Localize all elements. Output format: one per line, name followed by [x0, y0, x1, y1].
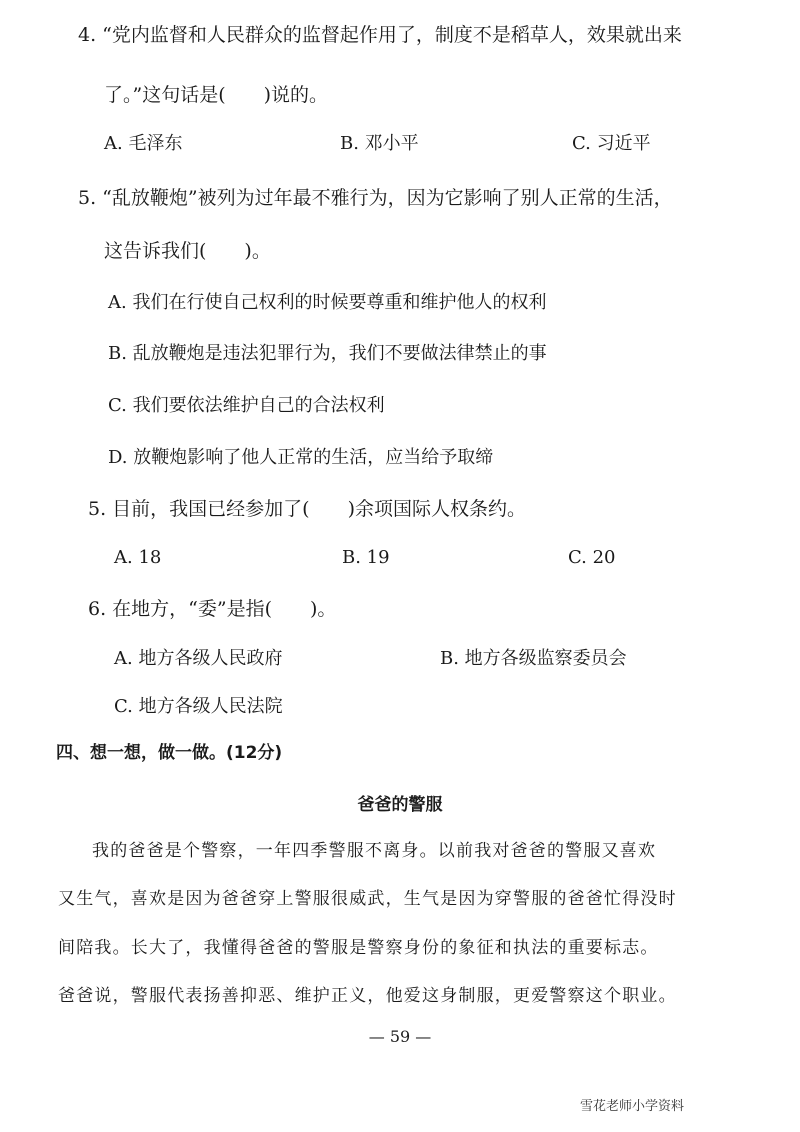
question-4-line-1: 4. “党内监督和人民群众的监督起作用了，制度不是稻草人，效果就出来: [78, 24, 682, 46]
question-6-option-a: A. 地方各级人民政府: [114, 648, 283, 669]
watermark-text: 雪花老师小学资料: [580, 1099, 685, 1114]
question-5b-line-1: 5. 目前，我国已经参加了( )余项国际人权条约。: [88, 498, 526, 520]
question-5a-line-2: 这告诉我们( )。: [104, 240, 271, 262]
section-4-heading: 四、想一想，做一做。(12分): [56, 743, 283, 763]
question-6-option-c: C. 地方各级人民法院: [114, 696, 283, 717]
question-6-line-1: 6. 在地方，“委”是指( )。: [88, 598, 337, 620]
question-5a-line-1: 5. “乱放鞭炮”被列为过年最不雅行为，因为它影响了别人正常的生活，: [78, 187, 673, 209]
question-4-option-c: C. 习近平: [572, 133, 651, 154]
question-5b-option-a: A. 18: [114, 547, 162, 568]
passage-line-4: 爸爸说，警服代表扬善抑恶、维护正义，他爱这身制服，更爱警察这个职业。: [58, 986, 677, 1006]
passage-line-2: 又生气，喜欢是因为爸爸穿上警服很威武，生气是因为穿警服的爸爸忙得没时: [58, 889, 677, 909]
question-6-option-b: B. 地方各级监察委员会: [440, 648, 627, 669]
passage-line-3: 间陪我。长大了，我懂得爸爸的警服是警察身份的象征和执法的重要标志。: [58, 938, 659, 958]
question-4-option-a: A. 毛泽东: [104, 133, 183, 154]
question-5a-option-d: D. 放鞭炮影响了他人正常的生活，应当给予取缔: [108, 447, 494, 468]
question-5b-option-c: C. 20: [568, 547, 616, 568]
question-5a-option-c: C. 我们要依法维护自己的合法权利: [108, 395, 385, 416]
passage-line-1: 我的爸爸是个警察，一年四季警服不离身。以前我对爸爸的警服又喜欢: [92, 841, 657, 861]
question-4-line-2: 了。”这句话是( )说的。: [104, 84, 329, 106]
question-5b-option-b: B. 19: [342, 547, 390, 568]
question-5a-option-b: B. 乱放鞭炮是违法犯罪行为，我们不要做法律禁止的事: [108, 343, 547, 364]
question-5a-option-a: A. 我们在行使自己权利的时候要尊重和维护他人的权利: [108, 292, 547, 313]
page-number: — 59 —: [368, 1027, 432, 1046]
passage-title: 爸爸的警服: [357, 795, 443, 815]
question-4-option-b: B. 邓小平: [340, 133, 419, 154]
